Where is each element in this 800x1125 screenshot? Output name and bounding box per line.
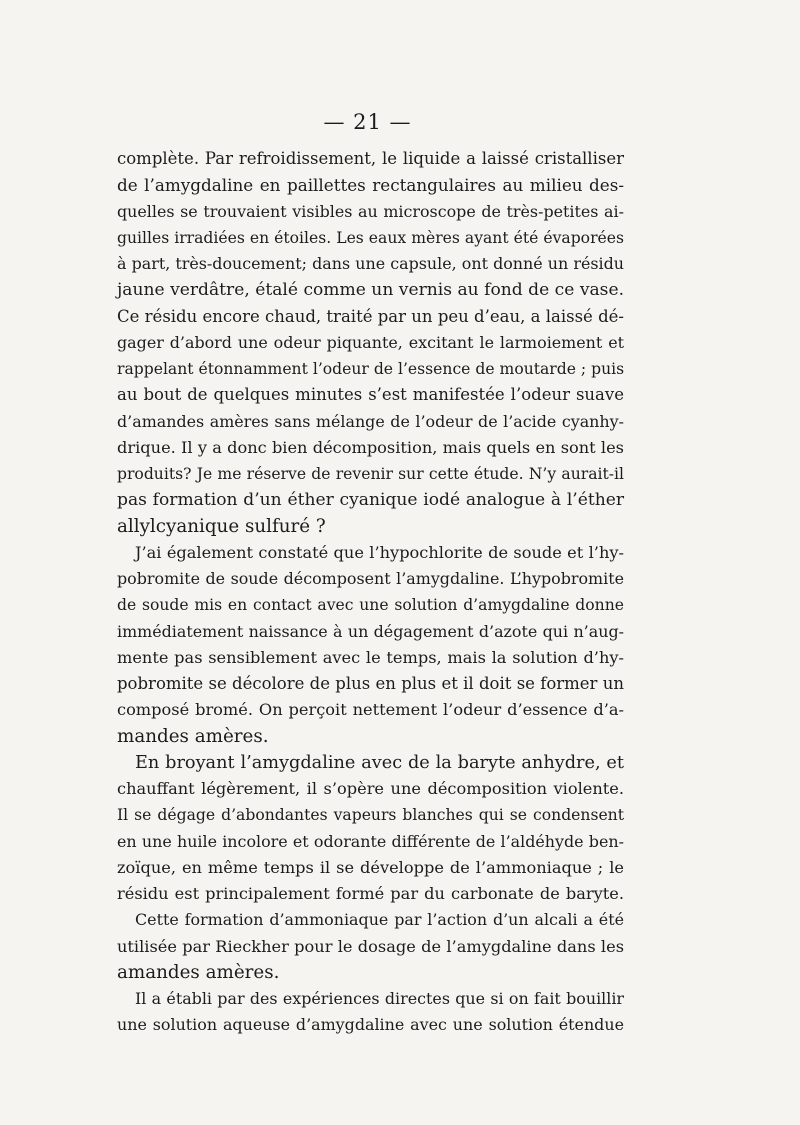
text-line: au bout de quelques minutes s’est manifestée l’odeur suave: [117, 385, 624, 405]
text-line: drique. Il y a donc bien décomposition, mais quels en sont les: [117, 437, 624, 457]
text-line: à part, très-doucement; dans une capsule, ont donné un résidu: [117, 254, 624, 273]
text-line: En broyant l’amygdaline avec de la baryte anhydre, et: [135, 752, 624, 773]
text-line: allylcyanique sulfuré ?: [117, 515, 326, 537]
text-line: zoïque, en même temps il se développe de l’ammoniaque ; le: [117, 857, 624, 877]
text-line: amandes amères.: [117, 961, 280, 983]
text-line: Il a établi par des expériences directes que si on fait bouillir: [135, 989, 624, 1008]
text-line: Ce résidu encore chaud, traité par un peu d’eau, a laissé dé-: [117, 306, 624, 326]
text-line: d’amandes amères sans mélange de l’odeur de l’acide cyanhy-: [117, 411, 624, 431]
text-line: de l’amygdaline en paillettes rectangulaires au milieu des-: [117, 175, 624, 196]
text-line: pas formation d’un éther cyanique iodé analogue à l’éther: [117, 490, 624, 511]
text-line: guilles irradiées en étoiles. Les eaux mères ayant été évaporées: [117, 228, 624, 247]
text-line: J’ai également constaté que l’hypochlorite de soude et l’hy-: [135, 542, 624, 562]
text-line: Il se dégage d’abondantes vapeurs blanches qui se condensent: [117, 806, 624, 825]
body-text: [117, 146, 624, 1039]
text-line: jaune verdâtre, étalé comme un vernis au fond de ce vase.: [117, 280, 624, 301]
text-line: Cette formation d’ammoniaque par l’action d’un alcali a été: [135, 910, 624, 930]
text-line: mandes amères.: [117, 725, 269, 747]
text-line: pobromite se décolore de plus en plus et il doit se former un: [117, 674, 624, 693]
text-line: pobromite de soude décomposent l’amygdaline. L’hypobromite: [117, 569, 624, 588]
text-line: quelles se trouvaient visibles au microscope de très-petites ai-: [117, 201, 624, 221]
text-line: en une huile incolore et odorante différente de l’aldéhyde ben-: [117, 831, 624, 851]
page-number: — 21 —: [323, 110, 412, 134]
text-line: complète. Par refroidissement, le liquide a laissé cristalliser: [117, 149, 624, 168]
text-line: utilisée par Rieckher pour le dosage de l’amygdaline dans les: [117, 936, 624, 956]
text-line: produits? Je me réserve de revenir sur cette étude. N’y aurait-il: [117, 465, 624, 483]
text-line: de soude mis en contact avec une solution d’amygdaline donne: [117, 596, 624, 615]
text-line: résidu est principalement formé par du carbonate de baryte.: [117, 884, 624, 903]
text-line: mente pas sensiblement avec le temps, mais la solution d’hy-: [117, 647, 624, 667]
text-line: immédiatement naissance à un dégagement d’azote qui n’aug-: [117, 621, 624, 641]
text-line: gager d’abord une odeur piquante, excitant le larmoiement et: [117, 332, 624, 352]
text-line: composé bromé. On perçoit nettement l’odeur d’essence d’a-: [117, 700, 624, 720]
text-line: une solution aqueuse d’amygdaline avec une solution étendue: [117, 1015, 624, 1035]
text-line: chauffant légèrement, il s’opère une décomposition violente.: [117, 779, 624, 798]
text-line: rappelant étonnamment l’odeur de l’essence de moutarde ; puis: [117, 360, 625, 378]
